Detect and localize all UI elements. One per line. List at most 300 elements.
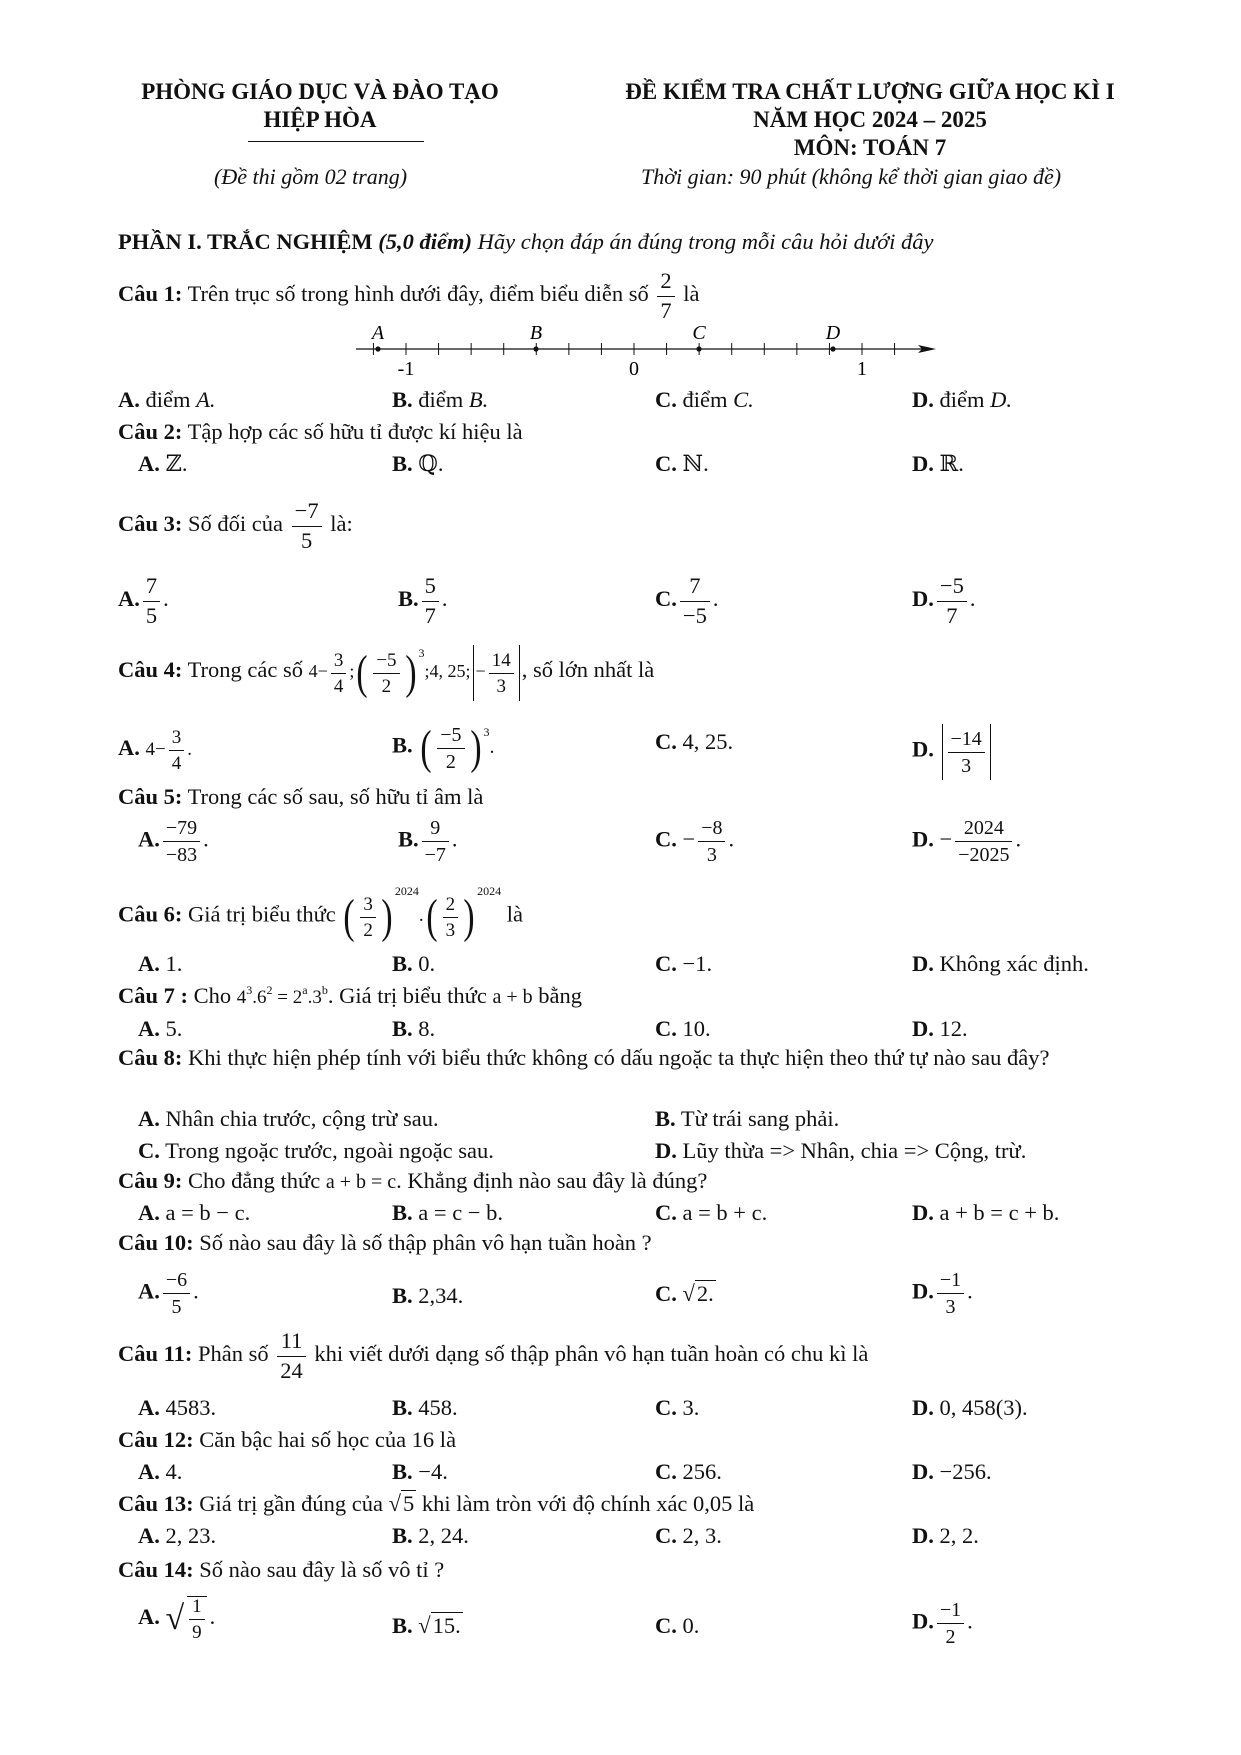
abs-bar-icon xyxy=(519,645,520,701)
question-text: Trong các số sau, số hữu tỉ âm là xyxy=(187,784,484,809)
numerator: 7 xyxy=(143,575,160,602)
question-label: Câu 8: xyxy=(118,1045,183,1070)
option-letter: B. xyxy=(392,951,413,976)
question-1 xyxy=(118,270,700,322)
district-name: HIỆP HÒA xyxy=(263,107,377,132)
option-letter: C. xyxy=(655,1281,677,1306)
option-letter: D. xyxy=(912,451,934,476)
question-11 xyxy=(118,1330,868,1382)
option-letter: C. xyxy=(655,1395,677,1420)
q7-option-a[interactable] xyxy=(138,1015,182,1043)
option-letter: B. xyxy=(655,1106,676,1131)
option-letter: C. xyxy=(655,1459,677,1484)
q5-option-c[interactable]: C. − $\frac{-8}{3}$ . xyxy=(655,817,735,866)
q1-option-c[interactable] xyxy=(655,386,754,414)
fraction xyxy=(373,651,399,696)
question-text: Số đối của xyxy=(188,511,284,537)
fraction xyxy=(937,1270,964,1317)
fraction xyxy=(277,1330,306,1382)
denominator: 2 xyxy=(945,1626,956,1648)
option-letter: C. xyxy=(655,826,677,852)
option-letter: A. xyxy=(118,586,140,612)
option-text: Lũy thừa => Nhân, chia => Cộng, trừ. xyxy=(682,1138,1027,1163)
value: 4 xyxy=(145,738,155,760)
abs-bar-icon xyxy=(942,724,943,780)
option-letter: B. xyxy=(392,1613,413,1638)
numerator: −6 xyxy=(163,1270,190,1294)
option-letter: D. xyxy=(655,1138,677,1163)
option-text: a = b + c. xyxy=(682,1200,768,1225)
question-13: Câu 13: Giá trị gần đúng của √5 khi làm tròn với độ chính xác 0,05 là xyxy=(118,1491,755,1516)
q2-option-d[interactable] xyxy=(912,450,964,478)
option-letter: A. xyxy=(138,451,160,476)
fraction xyxy=(169,728,185,773)
question-tail: khi viết dưới dạng số thập phân vô hạn tuần hoàn có chu kì là xyxy=(314,1341,869,1367)
question-label: Câu 11: xyxy=(118,1341,193,1367)
q3-option-b[interactable]: B. $\frac{5}{7}$ . xyxy=(398,573,448,628)
fraction xyxy=(443,895,459,940)
option-letter: A. xyxy=(138,1278,160,1304)
number-list: 4− $\frac{3}{4}$ ;( $\frac{-5}{2}$ ) $^3$;4, 25; − $\frac{14}{3}$ xyxy=(309,661,522,681)
question-label: Câu 6: xyxy=(118,901,183,927)
option-letter: B. xyxy=(392,1283,413,1308)
denominator: 7 xyxy=(660,297,672,323)
paren-close-icon: ) xyxy=(404,646,417,699)
numerator: 2 xyxy=(443,895,459,918)
question-label: Câu 5: xyxy=(118,784,183,809)
option-text: a + b = c + b. xyxy=(939,1200,1060,1225)
numerator: 9 xyxy=(422,818,449,842)
q12-option-b[interactable] xyxy=(392,1458,448,1486)
q11-option-d[interactable] xyxy=(912,1394,1028,1422)
q6-option-c[interactable] xyxy=(655,950,712,978)
question-text: Cho đẳng thức xyxy=(188,1168,321,1193)
exponent: 2 xyxy=(266,983,273,997)
option-letter: D. xyxy=(912,1278,934,1304)
q9-option-c[interactable] xyxy=(655,1199,767,1227)
option-text: −256. xyxy=(939,1459,992,1484)
option-letter: B. xyxy=(392,1459,413,1484)
denominator: 2 xyxy=(381,675,392,697)
q4-option-d[interactable] xyxy=(912,724,993,780)
denominator: −5 xyxy=(682,602,707,628)
q13-option-d[interactable] xyxy=(912,1522,979,1550)
q14-option-b[interactable]: B. √15. xyxy=(392,1613,461,1638)
question-tail: là: xyxy=(330,511,353,537)
option-text: a = c − b. xyxy=(418,1200,503,1225)
fraction xyxy=(143,575,160,627)
q10-option-b[interactable] xyxy=(392,1282,463,1310)
option-text: 458. xyxy=(418,1395,458,1420)
option-letter: D. xyxy=(912,736,934,762)
point-b xyxy=(533,346,538,351)
paren-open-icon: ( xyxy=(356,646,368,699)
question-text: Trên trục số trong hình dưới đây, điểm biểu diễn số xyxy=(187,281,649,307)
q10-option-a[interactable]: A. $\frac{-6}{5}$ . xyxy=(138,1269,199,1318)
option-text: 4, 25. xyxy=(682,729,734,754)
school-year: NĂM HỌC 2024 – 2025 xyxy=(753,107,987,132)
option-letter: C. xyxy=(655,1523,677,1548)
q12-option-a[interactable] xyxy=(138,1458,182,1486)
denominator: 9 xyxy=(192,1622,202,1643)
question-label: Câu 1: xyxy=(118,281,183,307)
point-c xyxy=(696,346,701,351)
q11-option-a[interactable] xyxy=(138,1394,216,1422)
option-letter: D. xyxy=(912,586,934,612)
denominator: 5 xyxy=(171,1296,182,1318)
q8-option-d[interactable] xyxy=(655,1137,1026,1165)
exponent: b xyxy=(321,983,328,997)
equation xyxy=(236,983,328,1008)
question-text-mid: . Giá trị biểu thức xyxy=(327,983,487,1008)
value: = 2 xyxy=(272,987,303,1008)
q12-option-c[interactable] xyxy=(655,1458,722,1486)
numerator: 7 xyxy=(680,575,710,602)
subject: MÔN: TOÁN 7 xyxy=(793,135,947,160)
option-letter: C. xyxy=(655,1613,677,1638)
header-right xyxy=(580,78,1160,162)
option-text: ℕ. xyxy=(682,451,709,476)
point-a xyxy=(375,346,380,351)
denominator: −2025 xyxy=(958,844,1010,866)
point-label-b: B xyxy=(529,322,543,344)
question-text: Phân số xyxy=(198,1341,269,1367)
option-value: D. xyxy=(990,387,1012,412)
time-note: Thời gian: 90 phút (không kể thời gian giao đề) xyxy=(641,164,1062,189)
question-label: Câu 10: xyxy=(118,1230,194,1255)
option-text: 2,34. xyxy=(418,1283,464,1308)
option-letter: A. xyxy=(118,387,140,412)
q11-option-c[interactable] xyxy=(655,1394,699,1422)
question-label: Câu 9: xyxy=(118,1168,183,1193)
header-left xyxy=(105,78,535,134)
question-7 xyxy=(118,982,582,1012)
paren-open-icon: ( xyxy=(426,890,438,943)
q4-option-c[interactable] xyxy=(655,728,733,756)
question-14 xyxy=(118,1556,444,1584)
option-value: A. xyxy=(196,387,216,412)
q5-option-b[interactable]: B. $\frac{9}{-7}$ . xyxy=(398,817,458,866)
paren-close-icon: ) xyxy=(469,721,482,774)
question-12 xyxy=(118,1426,456,1454)
q6-option-a[interactable] xyxy=(138,950,182,978)
option-letter: C. xyxy=(655,1016,677,1041)
exponent: 3 xyxy=(418,646,425,660)
fraction xyxy=(937,1600,964,1647)
numerator: 11 xyxy=(277,1330,306,1357)
option-text: a = b − c. xyxy=(165,1200,251,1225)
paren-close-icon: ) xyxy=(463,890,475,943)
question-label: Câu 14: xyxy=(118,1557,194,1582)
q6-option-d[interactable] xyxy=(912,950,1089,978)
q1-option-d[interactable] xyxy=(912,386,1012,414)
option-text: Trong ngoặc trước, ngoài ngoặc sau. xyxy=(165,1138,494,1163)
q4-option-a[interactable]: A. 4− $\frac{3}{4}$ . xyxy=(118,727,192,774)
question-label: Câu 7 : xyxy=(118,983,189,1008)
option-letter: B. xyxy=(392,451,413,476)
option-text: 5. xyxy=(165,1016,183,1041)
denominator: 2 xyxy=(445,750,456,773)
fraction xyxy=(292,500,322,552)
q5-option-d[interactable]: D. − $\frac{2024}{-2025}$ . xyxy=(912,817,1022,866)
numerator: −5 xyxy=(937,575,967,602)
exponent: 2024 xyxy=(477,884,502,898)
section-title: PHẦN I. TRẮC NGHIỆM xyxy=(118,229,373,254)
numerator: 14 xyxy=(489,651,514,674)
question-6 xyxy=(118,884,523,943)
q10-option-c[interactable]: C. √2. xyxy=(655,1281,714,1306)
option-text: 0. xyxy=(418,951,436,976)
numerator: 5 xyxy=(422,575,439,602)
question-text: Khi thực hiện phép tính với biểu thức không có dấu ngoặc ta thực hiện theo thứ tự nào sau đây? xyxy=(188,1045,1050,1070)
abs-bar-icon xyxy=(473,645,474,701)
q10-option-d[interactable]: D. $\frac{-1}{3}$ . xyxy=(912,1269,973,1318)
fraction xyxy=(360,895,376,940)
value: 4 xyxy=(308,661,318,682)
numerator: 3 xyxy=(360,895,376,918)
question-text: Căn bậc hai số học của 16 là xyxy=(199,1427,457,1452)
question-label: Câu 12: xyxy=(118,1427,194,1452)
option-value: C. xyxy=(733,387,754,412)
fraction xyxy=(680,575,710,627)
q8-option-b[interactable] xyxy=(655,1105,839,1133)
q14-option-a[interactable]: A. √ $\frac{1}{9}$ . xyxy=(138,1596,216,1643)
fraction xyxy=(657,270,674,322)
option-letter: D. xyxy=(912,1459,934,1484)
paren-open-icon: ( xyxy=(343,890,356,943)
option-letter: D. xyxy=(912,1016,934,1041)
section-instruction: Hãy chọn đáp án đúng trong mỗi câu hỏi dưới đây xyxy=(477,229,934,254)
question-3 xyxy=(118,500,353,552)
radicand: 5 xyxy=(402,1491,415,1516)
q14-option-d[interactable]: D. $\frac{-1}{2}$ . xyxy=(912,1599,973,1648)
q11-option-b[interactable] xyxy=(392,1394,458,1422)
numerator: −8 xyxy=(698,818,725,842)
denominator: 24 xyxy=(280,1357,303,1383)
denominator: 4 xyxy=(333,675,344,697)
option-text: 3. xyxy=(682,1395,700,1420)
q2-option-b[interactable] xyxy=(392,450,444,478)
q8-option-c[interactable] xyxy=(138,1137,494,1165)
numerator: −5 xyxy=(373,651,399,674)
header-divider xyxy=(248,141,424,142)
denominator: 3 xyxy=(445,919,456,941)
q7-option-c[interactable] xyxy=(655,1015,711,1043)
question-label: Câu 4: xyxy=(118,657,183,683)
fraction xyxy=(163,818,200,865)
option-text: ℚ. xyxy=(418,451,444,476)
option-letter: B. xyxy=(398,826,419,852)
denominator: −83 xyxy=(165,844,198,866)
option-letter: B. xyxy=(392,1200,413,1225)
option-text: 8. xyxy=(418,1016,436,1041)
number-line-figure xyxy=(350,320,940,382)
option-text: Không xác định. xyxy=(939,951,1089,976)
denominator: 3 xyxy=(496,675,506,697)
option-letter: C. xyxy=(655,451,677,476)
fraction xyxy=(422,818,449,865)
q8-option-a[interactable] xyxy=(138,1105,439,1133)
fraction xyxy=(422,575,439,627)
question-text: Số nào sau đây là số vô tỉ ? xyxy=(199,1557,445,1582)
q13-option-b[interactable] xyxy=(392,1522,469,1550)
denominator: −7 xyxy=(424,844,446,866)
option-letter: C. xyxy=(655,729,677,754)
option-letter: A. xyxy=(138,1395,160,1420)
option-text: điểm xyxy=(145,387,191,412)
option-letter: B. xyxy=(392,387,413,412)
q3-option-a[interactable]: A. $\frac{7}{5}$ . xyxy=(118,573,169,628)
question-text: Giá trị gần đúng của xyxy=(199,1491,383,1516)
q1-option-b[interactable] xyxy=(392,386,488,414)
fraction xyxy=(937,575,967,627)
expression: ( $\frac{3}{2}$ ) $^{2024}$.( $\frac{2}{3}$ ) $^{2024}$ xyxy=(343,884,502,943)
q14-option-c[interactable] xyxy=(655,1612,699,1640)
denominator: 5 xyxy=(145,602,158,628)
q7-option-b[interactable] xyxy=(392,1015,435,1043)
q5-option-a[interactable]: A. $\frac{-79}{-83}$ . xyxy=(138,817,209,866)
tick-label-zero: 0 xyxy=(629,358,639,380)
value: 4 xyxy=(236,987,247,1008)
numerator: 2 xyxy=(657,270,674,297)
question-5 xyxy=(118,783,483,811)
sqrt-sign-icon: √ xyxy=(165,1600,185,1637)
question-text: Cho xyxy=(193,983,232,1008)
question-2 xyxy=(118,418,523,446)
question-text: Giá trị biểu thức xyxy=(188,901,336,927)
exam-title: ĐỀ KIỂM TRA CHẤT LƯỢNG GIỮA HỌC KÌ I xyxy=(625,79,1115,104)
option-text: điểm xyxy=(682,387,728,412)
numerator: −79 xyxy=(163,818,200,842)
option-text: điểm xyxy=(939,387,985,412)
page-count-note: (Đề thi gồm 02 trang) xyxy=(214,164,408,189)
option-text: 0, 458(3). xyxy=(939,1395,1028,1420)
option-letter: D. xyxy=(912,387,934,412)
option-text: 2, 23. xyxy=(165,1523,217,1548)
option-letter: D. xyxy=(912,826,934,852)
point-label-d: D xyxy=(825,322,841,344)
denominator: 3 xyxy=(945,1296,956,1318)
option-text: 4. xyxy=(165,1459,183,1484)
exponent: 3 xyxy=(246,983,253,997)
numerator: 2024 xyxy=(955,818,1012,842)
q1-option-a[interactable] xyxy=(118,386,216,414)
q9-option-a[interactable] xyxy=(138,1199,250,1227)
option-letter: A. xyxy=(138,1200,160,1225)
question-8 xyxy=(118,1043,1168,1073)
option-text: ℝ. xyxy=(939,451,964,476)
paren-close-icon: ) xyxy=(381,890,393,943)
section-points: (5,0 điểm) xyxy=(378,229,472,254)
q7-option-d[interactable] xyxy=(912,1015,968,1043)
radicand: 15. xyxy=(432,1613,461,1638)
numerator: 1 xyxy=(189,1597,205,1620)
point-label-a: A xyxy=(371,322,385,344)
numerator: −7 xyxy=(292,500,322,527)
q13-option-a[interactable] xyxy=(138,1522,216,1550)
numerator: 3 xyxy=(169,728,185,751)
option-text: Nhân chia trước, cộng trừ sau. xyxy=(165,1106,439,1131)
fraction xyxy=(331,651,347,696)
numerator: 3 xyxy=(331,651,347,674)
option-letter: A. xyxy=(138,1016,160,1041)
option-text: 2, 3. xyxy=(682,1523,722,1548)
option-letter: B. xyxy=(398,586,419,612)
option-text: 256. xyxy=(682,1459,722,1484)
denominator: 3 xyxy=(706,844,717,866)
denominator: 7 xyxy=(424,602,436,628)
q9-option-b[interactable] xyxy=(392,1199,503,1227)
question-label: Câu 2: xyxy=(118,419,183,444)
q12-option-d[interactable] xyxy=(912,1458,992,1486)
denominator: 7 xyxy=(946,602,958,628)
fraction xyxy=(955,818,1012,865)
question-10 xyxy=(118,1229,652,1257)
denominator: 5 xyxy=(300,527,313,553)
question-9 xyxy=(118,1167,707,1196)
sum-expression: a + b xyxy=(492,986,533,1008)
option-letter: B. xyxy=(392,1523,413,1548)
option-text: điểm xyxy=(418,387,464,412)
numerator: −14 xyxy=(948,729,985,753)
option-text: Từ trái sang phải. xyxy=(680,1106,840,1131)
q3-option-d[interactable]: D. $\frac{-5}{7}$ . xyxy=(912,573,976,628)
question-tail: là xyxy=(506,901,523,927)
option-letter: A. xyxy=(138,1106,160,1131)
q4-option-b[interactable]: B. ( $\frac{-5}{2}$ ) $^3$. xyxy=(392,721,495,774)
q6-option-b[interactable] xyxy=(392,950,435,978)
option-letter: A. xyxy=(138,951,160,976)
question-text: Tập hợp các số hữu tỉ được kí hiệu là xyxy=(187,419,523,444)
point-d xyxy=(830,346,835,351)
option-text: 12. xyxy=(939,1016,968,1041)
q9-option-d[interactable] xyxy=(912,1199,1059,1227)
paren-open-icon: ( xyxy=(420,721,432,774)
option-letter: D. xyxy=(912,1523,934,1548)
option-letter: C. xyxy=(655,586,677,612)
equation: a + b = c xyxy=(325,1171,397,1193)
option-letter: C. xyxy=(655,951,677,976)
question-text: Trong các số xyxy=(187,657,304,683)
fraction xyxy=(489,651,514,696)
tick-label-one: 1 xyxy=(857,358,867,380)
value: .3 xyxy=(307,987,322,1008)
question-tail: khi làm tròn với độ chính xác 0,05 là xyxy=(421,1491,755,1516)
option-letter: D. xyxy=(912,1608,934,1634)
point-label-c: C xyxy=(692,322,706,344)
q13-option-c[interactable] xyxy=(655,1522,722,1550)
option-value: B. xyxy=(468,387,489,412)
q3-option-c[interactable]: C. $\frac{7}{-5}$ . xyxy=(655,573,719,628)
fraction xyxy=(437,725,464,772)
value: .6 xyxy=(252,987,267,1008)
q2-option-a[interactable] xyxy=(138,450,188,478)
numerator: −1 xyxy=(937,1600,964,1624)
fraction xyxy=(163,1270,190,1317)
option-letter: D. xyxy=(912,1395,934,1420)
option-letter: C. xyxy=(655,1200,677,1225)
abs-bar-icon xyxy=(990,724,991,780)
denominator: 4 xyxy=(171,753,182,774)
question-tail: là xyxy=(683,281,700,307)
option-letter: C. xyxy=(655,387,677,412)
value: ;4, 25; xyxy=(424,661,471,682)
option-text: 2, 24. xyxy=(418,1523,469,1548)
department-name: PHÒNG GIÁO DỤC VÀ ĐÀO TẠO xyxy=(141,79,499,104)
numerator: −1 xyxy=(937,1270,964,1294)
question-tail: bằng xyxy=(538,983,583,1008)
q2-option-c[interactable] xyxy=(655,450,709,478)
